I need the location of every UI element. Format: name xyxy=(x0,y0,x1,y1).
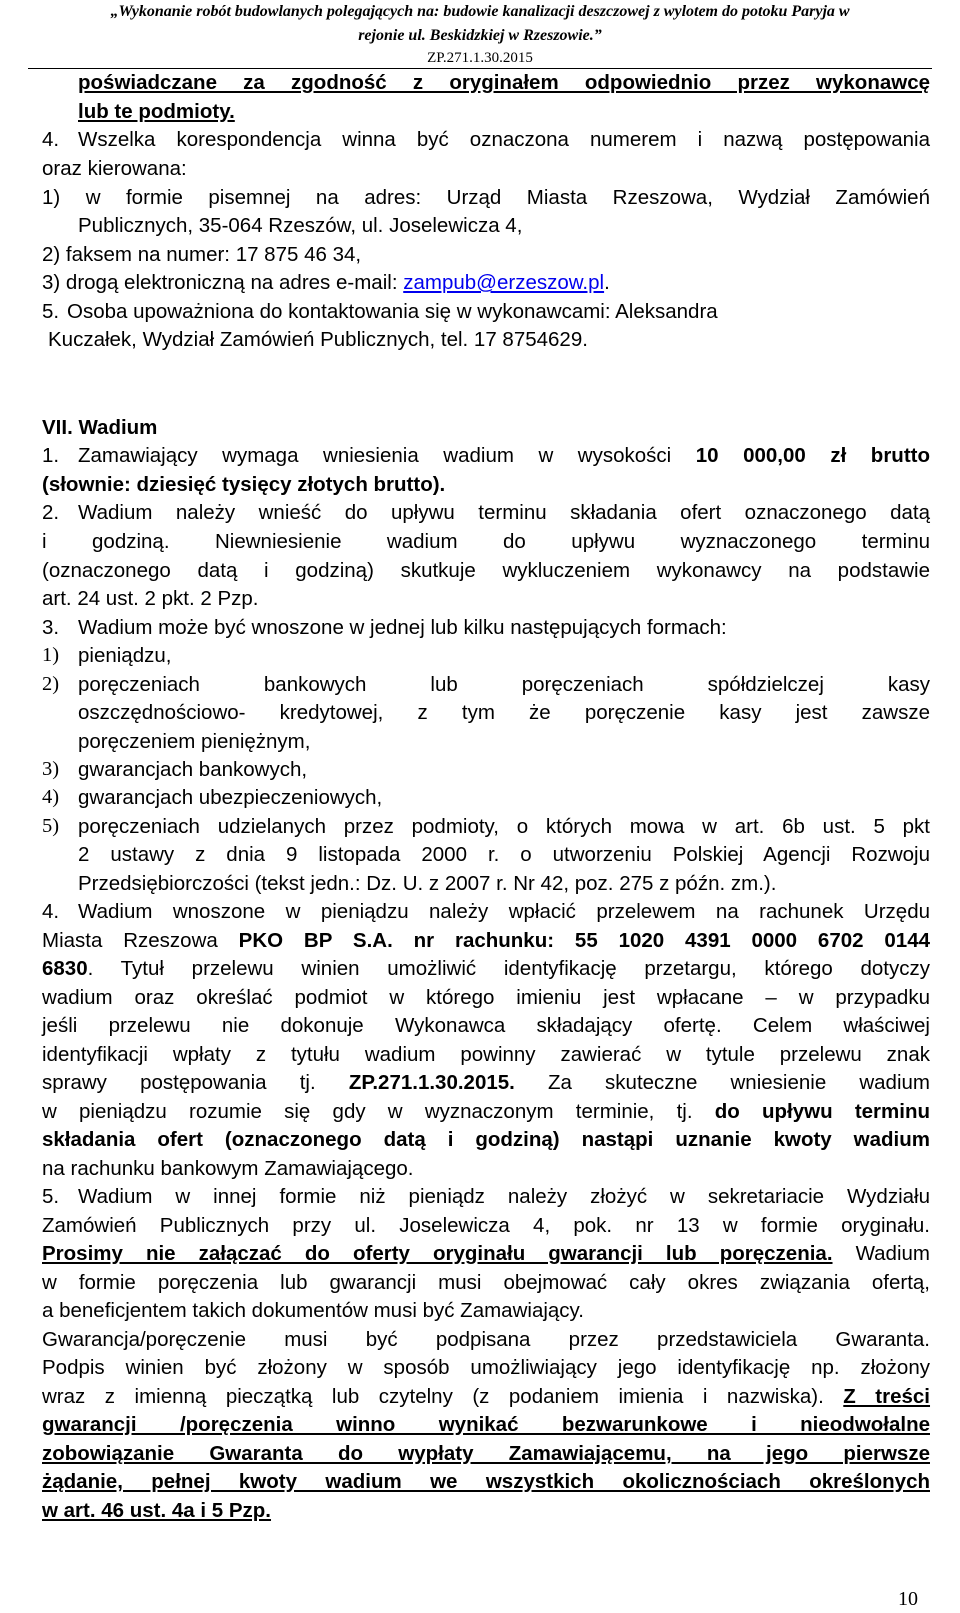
paragraph-line xyxy=(42,1097,930,1126)
continuation-line: poświadczane za zgodność z oryginałem odpowiednio przez wykonawcę xyxy=(78,71,930,94)
sublist-number: 3) xyxy=(42,758,60,780)
continuation-line: lub te podmioty. xyxy=(78,100,235,123)
paragraph-line: (oznaczonego datą i godziną) skutkuje wykluczeniem wykonawcy na podstawie xyxy=(42,559,930,582)
email-link[interactable]: zampub@erzeszow.pl xyxy=(403,271,605,294)
paragraph-text: Miasta Rzeszowa xyxy=(42,929,239,952)
paragraph-line: Osoba upoważniona do kontaktowania się w wykonawcami: Aleksandra xyxy=(67,300,718,323)
list-number: 2. xyxy=(42,501,60,524)
sublist-item: pieniądzu, xyxy=(78,644,172,667)
list-item-text: 3) drogą elektroniczną na adres e-mail: xyxy=(42,271,404,294)
paragraph-text: wraz z imienną pieczątką lub czytelny (z podaniem imienia i nazwiska). xyxy=(42,1385,844,1408)
notice-text: Prosimy nie załączać do oferty oryginału gwarancji lub poręczenia. xyxy=(42,1242,833,1265)
list-item: 1) w formie pisemnej na adres: Urząd Miasta Rzeszowa, Wydział Zamówień xyxy=(42,186,930,209)
notice-line: w art. 46 ust. 4a i 5 Pzp. xyxy=(42,1499,272,1522)
paragraph-line: a beneficjentem takich dokumentów musi być Zamawiający. xyxy=(42,1299,584,1322)
sublist-item: 2 ustawy z dnia 9 listopada 2000 r. o utworzeniu Polskiej Agencji Rozwoju xyxy=(78,843,930,866)
paragraph-line xyxy=(42,926,930,955)
list-item: 2) faksem na numer: 17 875 46 34, xyxy=(42,243,362,266)
paragraph-line: Kuczałek, Wydział Zamówień Publicznych, tel. 17 8754629. xyxy=(48,328,588,351)
notice-text: Z treści xyxy=(843,1385,931,1408)
list-item-text: . xyxy=(604,271,610,294)
list-number: 1. xyxy=(42,444,60,467)
paragraph-line: i godziną. Niewniesienie wadium do upływu wyznaczonego terminu xyxy=(42,530,930,553)
paragraph-line: Wadium w innej formie niż pieniądz należy złożyć w sekretariacie Wydziału xyxy=(78,1185,930,1208)
emphasis-line: składania ofert (oznaczonego datą i godziną) nastąpi uznanie kwoty wadium xyxy=(42,1128,930,1151)
list-item: Publicznych, 35-064 Rzeszów, ul. Joselewicza 4, xyxy=(78,214,523,237)
paragraph-line: Wadium może być wnoszone w jednej lub kilku następujących formach: xyxy=(78,616,727,639)
sublist-item: Przedsiębiorczości (tekst jedn.: Dz. U. z 2007 r. Nr 42, poz. 275 z późn. zm.). xyxy=(78,872,777,895)
notice-line: zobowiązanie Gwaranta do wypłaty Zamawiającemu, na jego pierwsze xyxy=(42,1442,930,1465)
page-number: 10 xyxy=(898,1588,918,1610)
paragraph-line: oraz kierowana: xyxy=(42,157,187,180)
paragraph-text: w pieniądzu rozumie się gdy w wyznaczonym terminie, tj. xyxy=(42,1100,715,1123)
sublist-number: 2) xyxy=(42,673,60,695)
emphasis-text: do upływu terminu xyxy=(714,1100,931,1123)
paragraph-line xyxy=(42,954,930,983)
sublist-item: oszczędnościowo- kredytowej, z tym że poręczenie kasy jest zawsze xyxy=(78,701,930,724)
paragraph-text: . Tytuł przelewu winien umożliwić identyfikację przetargu, którego dotyczy xyxy=(87,957,930,980)
paragraph-line: Wszelka korespondencja winna być oznaczona numerem i nazwą postępowania xyxy=(78,128,930,151)
paragraph-text: Wadium xyxy=(832,1242,930,1265)
sublist-number: 5) xyxy=(42,815,60,837)
paragraph-line xyxy=(42,1382,930,1411)
paragraph-line xyxy=(78,441,930,470)
list-number: 4. xyxy=(42,900,60,923)
sublist-item: gwarancjach bankowych, xyxy=(78,758,308,781)
sublist-item: poręczeniach bankowych lub poręczeniach spółdzielczej kasy xyxy=(78,673,930,696)
paragraph-line: art. 24 ust. 2 pkt. 2 Pzp. xyxy=(42,587,259,610)
header-reference-number: ZP.271.1.30.2015 xyxy=(427,50,533,66)
section-heading: VII. Wadium xyxy=(42,416,158,439)
paragraph-line: Gwarancja/poręczenie musi być podpisana przez przedstawiciela Gwaranta. xyxy=(42,1328,930,1351)
paragraph-line: w formie poręczenia lub gwarancji musi obejmować cały okres związania ofertą, xyxy=(42,1271,930,1294)
paragraph-text: sprawy postępowania tj. xyxy=(42,1071,349,1094)
paragraph-line: na rachunku bankowym Zamawiającego. xyxy=(42,1157,414,1180)
header-title-line1: „Wykonanie robót budowlanych polegających na: budowie kanalizacji deszczowej z wylotem do potoku Paryja w xyxy=(110,3,850,20)
list-item xyxy=(42,268,610,297)
sublist-item: gwarancjach ubezpieczeniowych, xyxy=(78,786,383,809)
paragraph-text: Za skuteczne wniesienie wadium xyxy=(514,1071,930,1094)
paragraph-line: identyfikacji wpłaty z tytułu wadium powinny zawierać w tytule przelewu znak xyxy=(42,1043,930,1066)
bank-account-text: PKO BP S.A. nr rachunku: 55 1020 4391 0000 6702 0144 xyxy=(238,929,930,952)
paragraph-line: wadium oraz określać podmiot w którego imieniu jest wpłacane – w przypadku xyxy=(42,986,930,1009)
paragraph-line xyxy=(42,1239,930,1268)
sublist-number: 4) xyxy=(42,786,60,808)
bank-account-text: 6830 xyxy=(42,957,88,980)
paragraph-text: Zamawiający wymaga wniesienia wadium w wysokości xyxy=(78,444,696,467)
list-number: 5. xyxy=(42,300,60,323)
list-number: 3. xyxy=(42,616,60,639)
list-number: 4. xyxy=(42,128,60,151)
amount-words: (słownie: dziesięć tysięcy złotych brutto). xyxy=(42,473,446,496)
paragraph-line: Podpis winien być złożony w sposób umożliwiający jego identyfikację np. złożony xyxy=(42,1356,930,1379)
paragraph-line xyxy=(42,1068,930,1097)
sublist-number: 1) xyxy=(42,644,60,666)
sublist-item: poręczeniach udzielanych przez podmioty, o których mowa w art. 6b ust. 5 pkt xyxy=(78,815,930,838)
amount-text: 10 000,00 zł brutto xyxy=(695,444,931,467)
notice-line: żądanie, pełnej kwoty wadium we wszystkich okolicznościach określonych xyxy=(42,1470,930,1493)
paragraph-line: Zamówień Publicznych przy ul. Joselewicza 4, pok. nr 13 w formie oryginału. xyxy=(42,1214,930,1237)
notice-line: gwarancji /poręczenia winno wynikać bezwarunkowe i nieodwołalne xyxy=(42,1413,930,1436)
sublist-item: poręczeniem pieniężnym, xyxy=(78,730,311,753)
paragraph-line: Wadium należy wnieść do upływu terminu składania ofert oznaczonego datą xyxy=(78,501,930,524)
header-title-line2: rejonie ul. Beskidzkiej w Rzeszowie.” xyxy=(358,27,602,44)
case-reference: ZP.271.1.30.2015. xyxy=(348,1071,515,1094)
paragraph-line: jeśli przelewu nie dokonuje Wykonawca składający ofertę. Celem właściwej xyxy=(42,1014,930,1037)
paragraph-line: Wadium wnoszone w pieniądzu należy wpłacić przelewem na rachunek Urzędu xyxy=(78,900,930,923)
list-number: 5. xyxy=(42,1185,60,1208)
